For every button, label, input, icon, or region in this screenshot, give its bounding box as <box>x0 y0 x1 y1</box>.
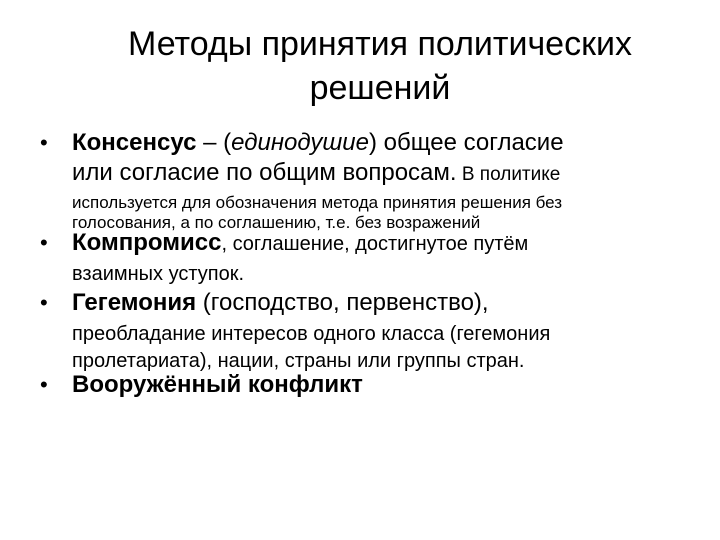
term-armed-conflict: Вооружённый конфликт <box>72 371 363 398</box>
bullet-armed-conflict <box>40 370 690 400</box>
consensus-line-4: голосования, а по соглашению, т.е. без возражений <box>72 213 481 232</box>
bullet-marker: • <box>40 372 48 397</box>
title-line-2: решений <box>309 69 451 107</box>
compromise-definition: , соглашение, достигнутое путём <box>221 233 529 255</box>
bullet-marker: • <box>40 130 48 155</box>
compromise-line-2: взаимных уступок. <box>72 263 245 285</box>
title-line-1: Методы принятия политических <box>128 25 632 63</box>
consensus-dash: – ( <box>196 129 232 156</box>
term-compromise: Компромисс <box>72 229 222 256</box>
consensus-synonym: единодушие <box>231 129 369 156</box>
bullet-marker: • <box>40 230 48 255</box>
hegemony-line-2: преобладание интересов одного класса (гегемония <box>72 323 551 345</box>
term-hegemony: Гегемония <box>72 289 197 316</box>
bullet-compromise <box>40 228 690 288</box>
bullet-consensus <box>40 128 690 233</box>
bullet-hegemony <box>40 288 690 375</box>
consensus-line-2-tail: В политике <box>456 164 561 185</box>
hegemony-definition: (господство, первенство), <box>196 289 489 316</box>
consensus-line-2: или согласие по общим вопросам. <box>72 159 457 186</box>
consensus-definition: ) общее согласие <box>369 129 564 156</box>
term-consensus: Консенсус <box>72 129 197 156</box>
slide-title <box>40 22 720 110</box>
bullet-marker: • <box>40 290 48 315</box>
hegemony-line-3: пролетариата), нации, страны или группы стран. <box>72 350 525 372</box>
consensus-line-3: используется для обозначения метода принятия решения без <box>72 193 563 212</box>
